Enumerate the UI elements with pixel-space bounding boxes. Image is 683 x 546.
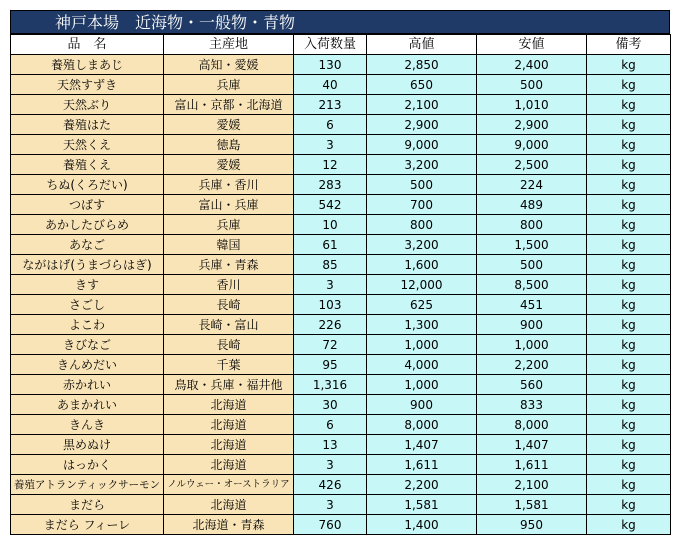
table-row [11, 435, 671, 455]
cell-low-price: 1,010 [477, 95, 587, 115]
cell-origin: 長崎 [164, 295, 294, 315]
cell-high-price: 8,000 [367, 415, 477, 435]
cell-low-price: 833 [477, 395, 587, 415]
cell-origin: 富山・兵庫 [164, 195, 294, 215]
cell-origin: 兵庫 [164, 75, 294, 95]
cell-low-price: 224 [477, 175, 587, 195]
cell-high-price: 1,000 [367, 375, 477, 395]
table-row [11, 55, 671, 75]
table-row [11, 195, 671, 215]
header-high-price: 高値 [367, 35, 477, 55]
cell-origin: ノルウェー・オーストラリア [164, 475, 294, 495]
cell-item-name: きす [11, 275, 164, 295]
header-low-price: 安値 [477, 35, 587, 55]
cell-high-price: 800 [367, 215, 477, 235]
header-remarks: 備考 [587, 35, 671, 55]
cell-remarks: kg [587, 355, 671, 375]
header-row [11, 35, 671, 55]
cell-item-name: きんき [11, 415, 164, 435]
table-row [11, 295, 671, 315]
header-origin: 主産地 [164, 35, 294, 55]
cell-origin: 高知・愛媛 [164, 55, 294, 75]
cell-origin: 千葉 [164, 355, 294, 375]
cell-origin: 香川 [164, 275, 294, 295]
cell-high-price: 2,100 [367, 95, 477, 115]
cell-low-price: 2,900 [477, 115, 587, 135]
cell-remarks: kg [587, 435, 671, 455]
cell-high-price: 1,581 [367, 495, 477, 515]
cell-item-name: きんめだい [11, 355, 164, 375]
cell-item-name: あまかれい [11, 395, 164, 415]
cell-low-price: 2,500 [477, 155, 587, 175]
cell-high-price: 1,400 [367, 515, 477, 535]
cell-quantity: 3 [294, 495, 367, 515]
cell-origin: 北海道 [164, 435, 294, 455]
cell-item-name: 養殖しまあじ [11, 55, 164, 75]
cell-item-name: 赤かれい [11, 375, 164, 395]
cell-item-name: はっかく [11, 455, 164, 475]
cell-origin: 愛媛 [164, 155, 294, 175]
cell-origin: 兵庫・青森 [164, 255, 294, 275]
cell-origin: 韓国 [164, 235, 294, 255]
cell-low-price: 1,611 [477, 455, 587, 475]
cell-high-price: 4,000 [367, 355, 477, 375]
cell-remarks: kg [587, 515, 671, 535]
cell-quantity: 40 [294, 75, 367, 95]
cell-item-name: きびなご [11, 335, 164, 355]
cell-quantity: 30 [294, 395, 367, 415]
sheet-title: 神戸本場 近海物・一般物・青物 [10, 10, 670, 34]
cell-high-price: 9,000 [367, 135, 477, 155]
table-row [11, 115, 671, 135]
price-sheet [10, 10, 671, 535]
cell-low-price: 800 [477, 215, 587, 235]
cell-item-name: ながはげ(うまづらはぎ) [11, 255, 164, 275]
cell-item-name: 養殖アトランティックサーモン [11, 475, 164, 495]
table-row [11, 135, 671, 155]
cell-remarks: kg [587, 395, 671, 415]
cell-quantity: 13 [294, 435, 367, 455]
cell-quantity: 542 [294, 195, 367, 215]
cell-low-price: 1,407 [477, 435, 587, 455]
cell-quantity: 95 [294, 355, 367, 375]
cell-high-price: 1,300 [367, 315, 477, 335]
table-row [11, 75, 671, 95]
table-row [11, 475, 671, 495]
cell-origin: 兵庫・香川 [164, 175, 294, 195]
cell-high-price: 650 [367, 75, 477, 95]
table-row [11, 235, 671, 255]
cell-item-name: まだら [11, 495, 164, 515]
cell-item-name: 天然ぶり [11, 95, 164, 115]
cell-low-price: 8,500 [477, 275, 587, 295]
cell-low-price: 1,000 [477, 335, 587, 355]
table-row [11, 455, 671, 475]
cell-remarks: kg [587, 95, 671, 115]
table-row [11, 375, 671, 395]
cell-low-price: 2,400 [477, 55, 587, 75]
cell-quantity: 130 [294, 55, 367, 75]
cell-high-price: 3,200 [367, 155, 477, 175]
table-row [11, 495, 671, 515]
cell-low-price: 500 [477, 75, 587, 95]
cell-item-name: 天然くえ [11, 135, 164, 155]
cell-origin: 兵庫 [164, 215, 294, 235]
cell-quantity: 213 [294, 95, 367, 115]
table-row [11, 355, 671, 375]
cell-remarks: kg [587, 195, 671, 215]
cell-remarks: kg [587, 475, 671, 495]
cell-quantity: 61 [294, 235, 367, 255]
cell-high-price: 500 [367, 175, 477, 195]
cell-item-name: 黒めぬけ [11, 435, 164, 455]
cell-quantity: 103 [294, 295, 367, 315]
cell-high-price: 1,611 [367, 455, 477, 475]
cell-remarks: kg [587, 415, 671, 435]
cell-item-name: まだら フィーレ [11, 515, 164, 535]
table-row [11, 275, 671, 295]
cell-remarks: kg [587, 335, 671, 355]
cell-remarks: kg [587, 75, 671, 95]
cell-low-price: 2,200 [477, 355, 587, 375]
cell-origin: 北海道 [164, 415, 294, 435]
cell-item-name: 天然すずき [11, 75, 164, 95]
cell-item-name: ちぬ(くろだい) [11, 175, 164, 195]
cell-low-price: 1,500 [477, 235, 587, 255]
cell-quantity: 426 [294, 475, 367, 495]
cell-origin: 北海道・青森 [164, 515, 294, 535]
cell-remarks: kg [587, 255, 671, 275]
cell-remarks: kg [587, 155, 671, 175]
cell-quantity: 760 [294, 515, 367, 535]
table-row [11, 415, 671, 435]
cell-origin: 愛媛 [164, 115, 294, 135]
table-row [11, 215, 671, 235]
cell-low-price: 9,000 [477, 135, 587, 155]
cell-high-price: 625 [367, 295, 477, 315]
cell-low-price: 2,100 [477, 475, 587, 495]
cell-high-price: 1,407 [367, 435, 477, 455]
cell-low-price: 560 [477, 375, 587, 395]
cell-low-price: 500 [477, 255, 587, 275]
cell-quantity: 3 [294, 275, 367, 295]
cell-quantity: 72 [294, 335, 367, 355]
table-row [11, 335, 671, 355]
cell-origin: 北海道 [164, 455, 294, 475]
cell-item-name: さごし [11, 295, 164, 315]
cell-item-name: 養殖くえ [11, 155, 164, 175]
table-row [11, 175, 671, 195]
cell-origin: 鳥取・兵庫・福井他 [164, 375, 294, 395]
header-quantity: 入荷数量 [294, 35, 367, 55]
cell-origin: 長崎・富山 [164, 315, 294, 335]
cell-origin: 富山・京都・北海道 [164, 95, 294, 115]
cell-remarks: kg [587, 135, 671, 155]
cell-remarks: kg [587, 275, 671, 295]
cell-remarks: kg [587, 495, 671, 515]
cell-item-name: あなご [11, 235, 164, 255]
cell-quantity: 3 [294, 455, 367, 475]
table-row [11, 315, 671, 335]
header-name: 品 名 [11, 35, 164, 55]
cell-quantity: 283 [294, 175, 367, 195]
cell-remarks: kg [587, 295, 671, 315]
cell-remarks: kg [587, 55, 671, 75]
cell-remarks: kg [587, 235, 671, 255]
cell-remarks: kg [587, 375, 671, 395]
cell-high-price: 3,200 [367, 235, 477, 255]
cell-quantity: 10 [294, 215, 367, 235]
cell-high-price: 900 [367, 395, 477, 415]
cell-item-name: あかしたびらめ [11, 215, 164, 235]
cell-quantity: 6 [294, 415, 367, 435]
cell-quantity: 1,316 [294, 375, 367, 395]
cell-low-price: 900 [477, 315, 587, 335]
cell-remarks: kg [587, 315, 671, 335]
table-row [11, 95, 671, 115]
cell-high-price: 12,000 [367, 275, 477, 295]
cell-quantity: 12 [294, 155, 367, 175]
cell-low-price: 950 [477, 515, 587, 535]
cell-quantity: 85 [294, 255, 367, 275]
cell-item-name: よこわ [11, 315, 164, 335]
cell-item-name: つばす [11, 195, 164, 215]
cell-high-price: 700 [367, 195, 477, 215]
cell-high-price: 2,850 [367, 55, 477, 75]
cell-item-name: 養殖はた [11, 115, 164, 135]
cell-origin: 北海道 [164, 395, 294, 415]
cell-quantity: 226 [294, 315, 367, 335]
cell-low-price: 489 [477, 195, 587, 215]
cell-remarks: kg [587, 215, 671, 235]
price-table [10, 34, 671, 535]
cell-low-price: 451 [477, 295, 587, 315]
cell-quantity: 3 [294, 135, 367, 155]
cell-origin: 北海道 [164, 495, 294, 515]
cell-quantity: 6 [294, 115, 367, 135]
cell-origin: 徳島 [164, 135, 294, 155]
cell-origin: 長崎 [164, 335, 294, 355]
cell-high-price: 2,200 [367, 475, 477, 495]
cell-remarks: kg [587, 175, 671, 195]
cell-high-price: 2,900 [367, 115, 477, 135]
table-row [11, 515, 671, 535]
cell-high-price: 1,600 [367, 255, 477, 275]
cell-high-price: 1,000 [367, 335, 477, 355]
table-row [11, 255, 671, 275]
table-row [11, 155, 671, 175]
cell-remarks: kg [587, 115, 671, 135]
cell-low-price: 1,581 [477, 495, 587, 515]
table-row [11, 395, 671, 415]
cell-low-price: 8,000 [477, 415, 587, 435]
cell-remarks: kg [587, 455, 671, 475]
